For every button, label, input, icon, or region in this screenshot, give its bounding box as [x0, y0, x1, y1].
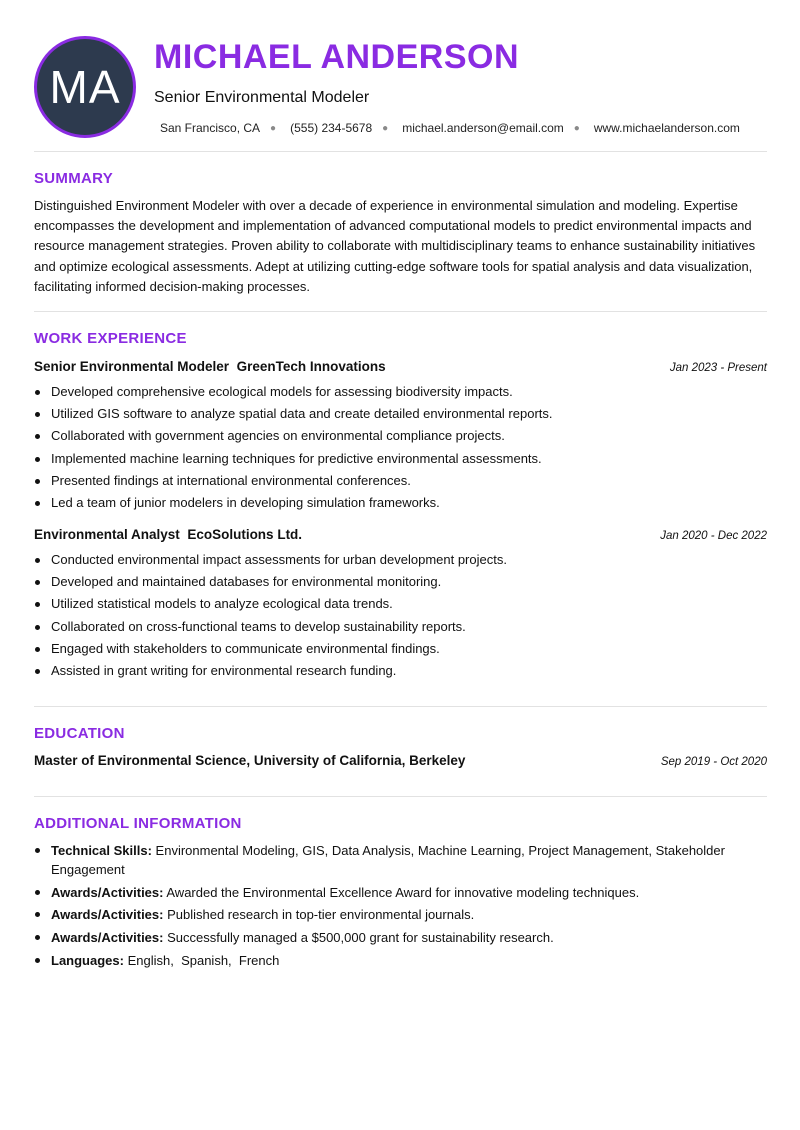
list-item: Collaborated with government agencies on environmental compliance projects.: [51, 425, 767, 447]
job-header: [34, 359, 767, 374]
job-dates: Jan 2020 - Dec 2022: [660, 530, 767, 542]
separator-dot-icon: ●: [382, 122, 389, 134]
list-item: Collaborated on cross-functional teams to develop sustainability reports.: [51, 616, 767, 638]
contact-line: [160, 121, 740, 135]
candidate-name: MICHAEL ANDERSON: [154, 38, 520, 76]
list-item: Developed comprehensive ecological models for assessing biodiversity impacts.: [51, 381, 767, 403]
list-item: Presented findings at international environmental conferences.: [51, 470, 767, 492]
job-company: GreenTech Innovations: [236, 359, 386, 374]
experience-heading: WORK EXPERIENCE: [34, 330, 187, 347]
info-label: Languages:: [51, 952, 124, 968]
list-item: [51, 928, 767, 947]
info-text: English, Spanish, French: [127, 952, 280, 968]
list-item: Assisted in grant writing for environmental research funding.: [51, 660, 767, 682]
avatar: MA: [34, 36, 136, 138]
job-position: Environmental Analyst: [34, 527, 180, 542]
job-bullet-list: [34, 549, 767, 682]
additional-heading: ADDITIONAL INFORMATION: [34, 815, 242, 832]
info-text: Awarded the Environmental Excellence Award for innovative modeling techniques.: [166, 884, 640, 900]
contact-email[interactable]: michael.anderson@email.com: [402, 121, 564, 135]
education-heading: EDUCATION: [34, 725, 125, 742]
additional-list: [34, 841, 767, 973]
job-header: [34, 527, 767, 542]
job-bullet-list: [34, 381, 767, 514]
list-item: [51, 951, 767, 970]
job-title: [34, 359, 386, 374]
education-degree: Master of Environmental Science, University of California, Berkeley: [34, 753, 466, 768]
divider: [34, 151, 767, 152]
list-item: Utilized GIS software to analyze spatial data and create detailed environmental reports.: [51, 403, 767, 425]
info-label: Technical Skills:: [51, 843, 152, 858]
list-item: Developed and maintained databases for environmental monitoring.: [51, 571, 767, 593]
list-item: [51, 841, 767, 879]
divider: [34, 706, 767, 707]
list-item: Utilized statistical models to analyze ecological data trends.: [51, 593, 767, 615]
education-dates: Sep 2019 - Oct 2020: [660, 756, 767, 768]
divider: [34, 311, 767, 312]
job-title: [34, 527, 302, 542]
job-dates: Jan 2023 - Present: [669, 362, 767, 374]
job-position: Senior Environmental Modeler: [34, 359, 230, 374]
separator-dot-icon: ●: [573, 122, 580, 134]
education-entry: [34, 753, 767, 768]
divider: [34, 796, 767, 797]
candidate-role: Senior Environmental Modeler: [154, 89, 370, 106]
list-item: Engaged with stakeholders to communicate environmental findings.: [51, 638, 767, 660]
job-company: EcoSolutions Ltd.: [187, 527, 303, 542]
summary-heading: SUMMARY: [34, 170, 114, 187]
list-item: [51, 883, 767, 902]
summary-text: Distinguished Environment Modeler with over a decade of experience in environmental simulation and modeling. Expertise encompasses the development and implementation of advanced computational models to predict environmental impacts and resource management strategies. Proven ability to collaborate with multidisciplinary teams to enhance sustainability initiatives and optimize ecological assessments. Adept at utilizing cutting-edge software tools for spatial analysis and data visualization, facilitating informed decision-making processes.: [34, 198, 756, 294]
list-item: Conducted environmental impact assessments for urban development projects.: [51, 549, 767, 571]
info-label: Awards/Activities:: [51, 884, 164, 900]
info-text: Published research in top-tier environmental journals.: [167, 907, 475, 922]
info-text: Environmental Modeling, GIS, Data Analysis, Machine Learning, Project Management, Stakeholder Engagement: [51, 843, 725, 877]
contact-location: San Francisco, CA: [160, 121, 261, 135]
list-item: Led a team of junior modelers in developing simulation frameworks.: [51, 492, 767, 514]
separator-dot-icon: ●: [270, 122, 277, 134]
info-text: Successfully managed a $500,000 grant for sustainability research.: [167, 929, 554, 945]
contact-phone: (555) 234-5678: [290, 121, 373, 135]
info-label: Awards/Activities:: [51, 907, 164, 922]
list-item: [51, 905, 767, 924]
list-item: Implemented machine learning techniques for predictive environmental assessments.: [51, 448, 767, 470]
contact-website[interactable]: www.michaelanderson.com: [593, 121, 740, 135]
info-label: Awards/Activities:: [51, 929, 164, 945]
